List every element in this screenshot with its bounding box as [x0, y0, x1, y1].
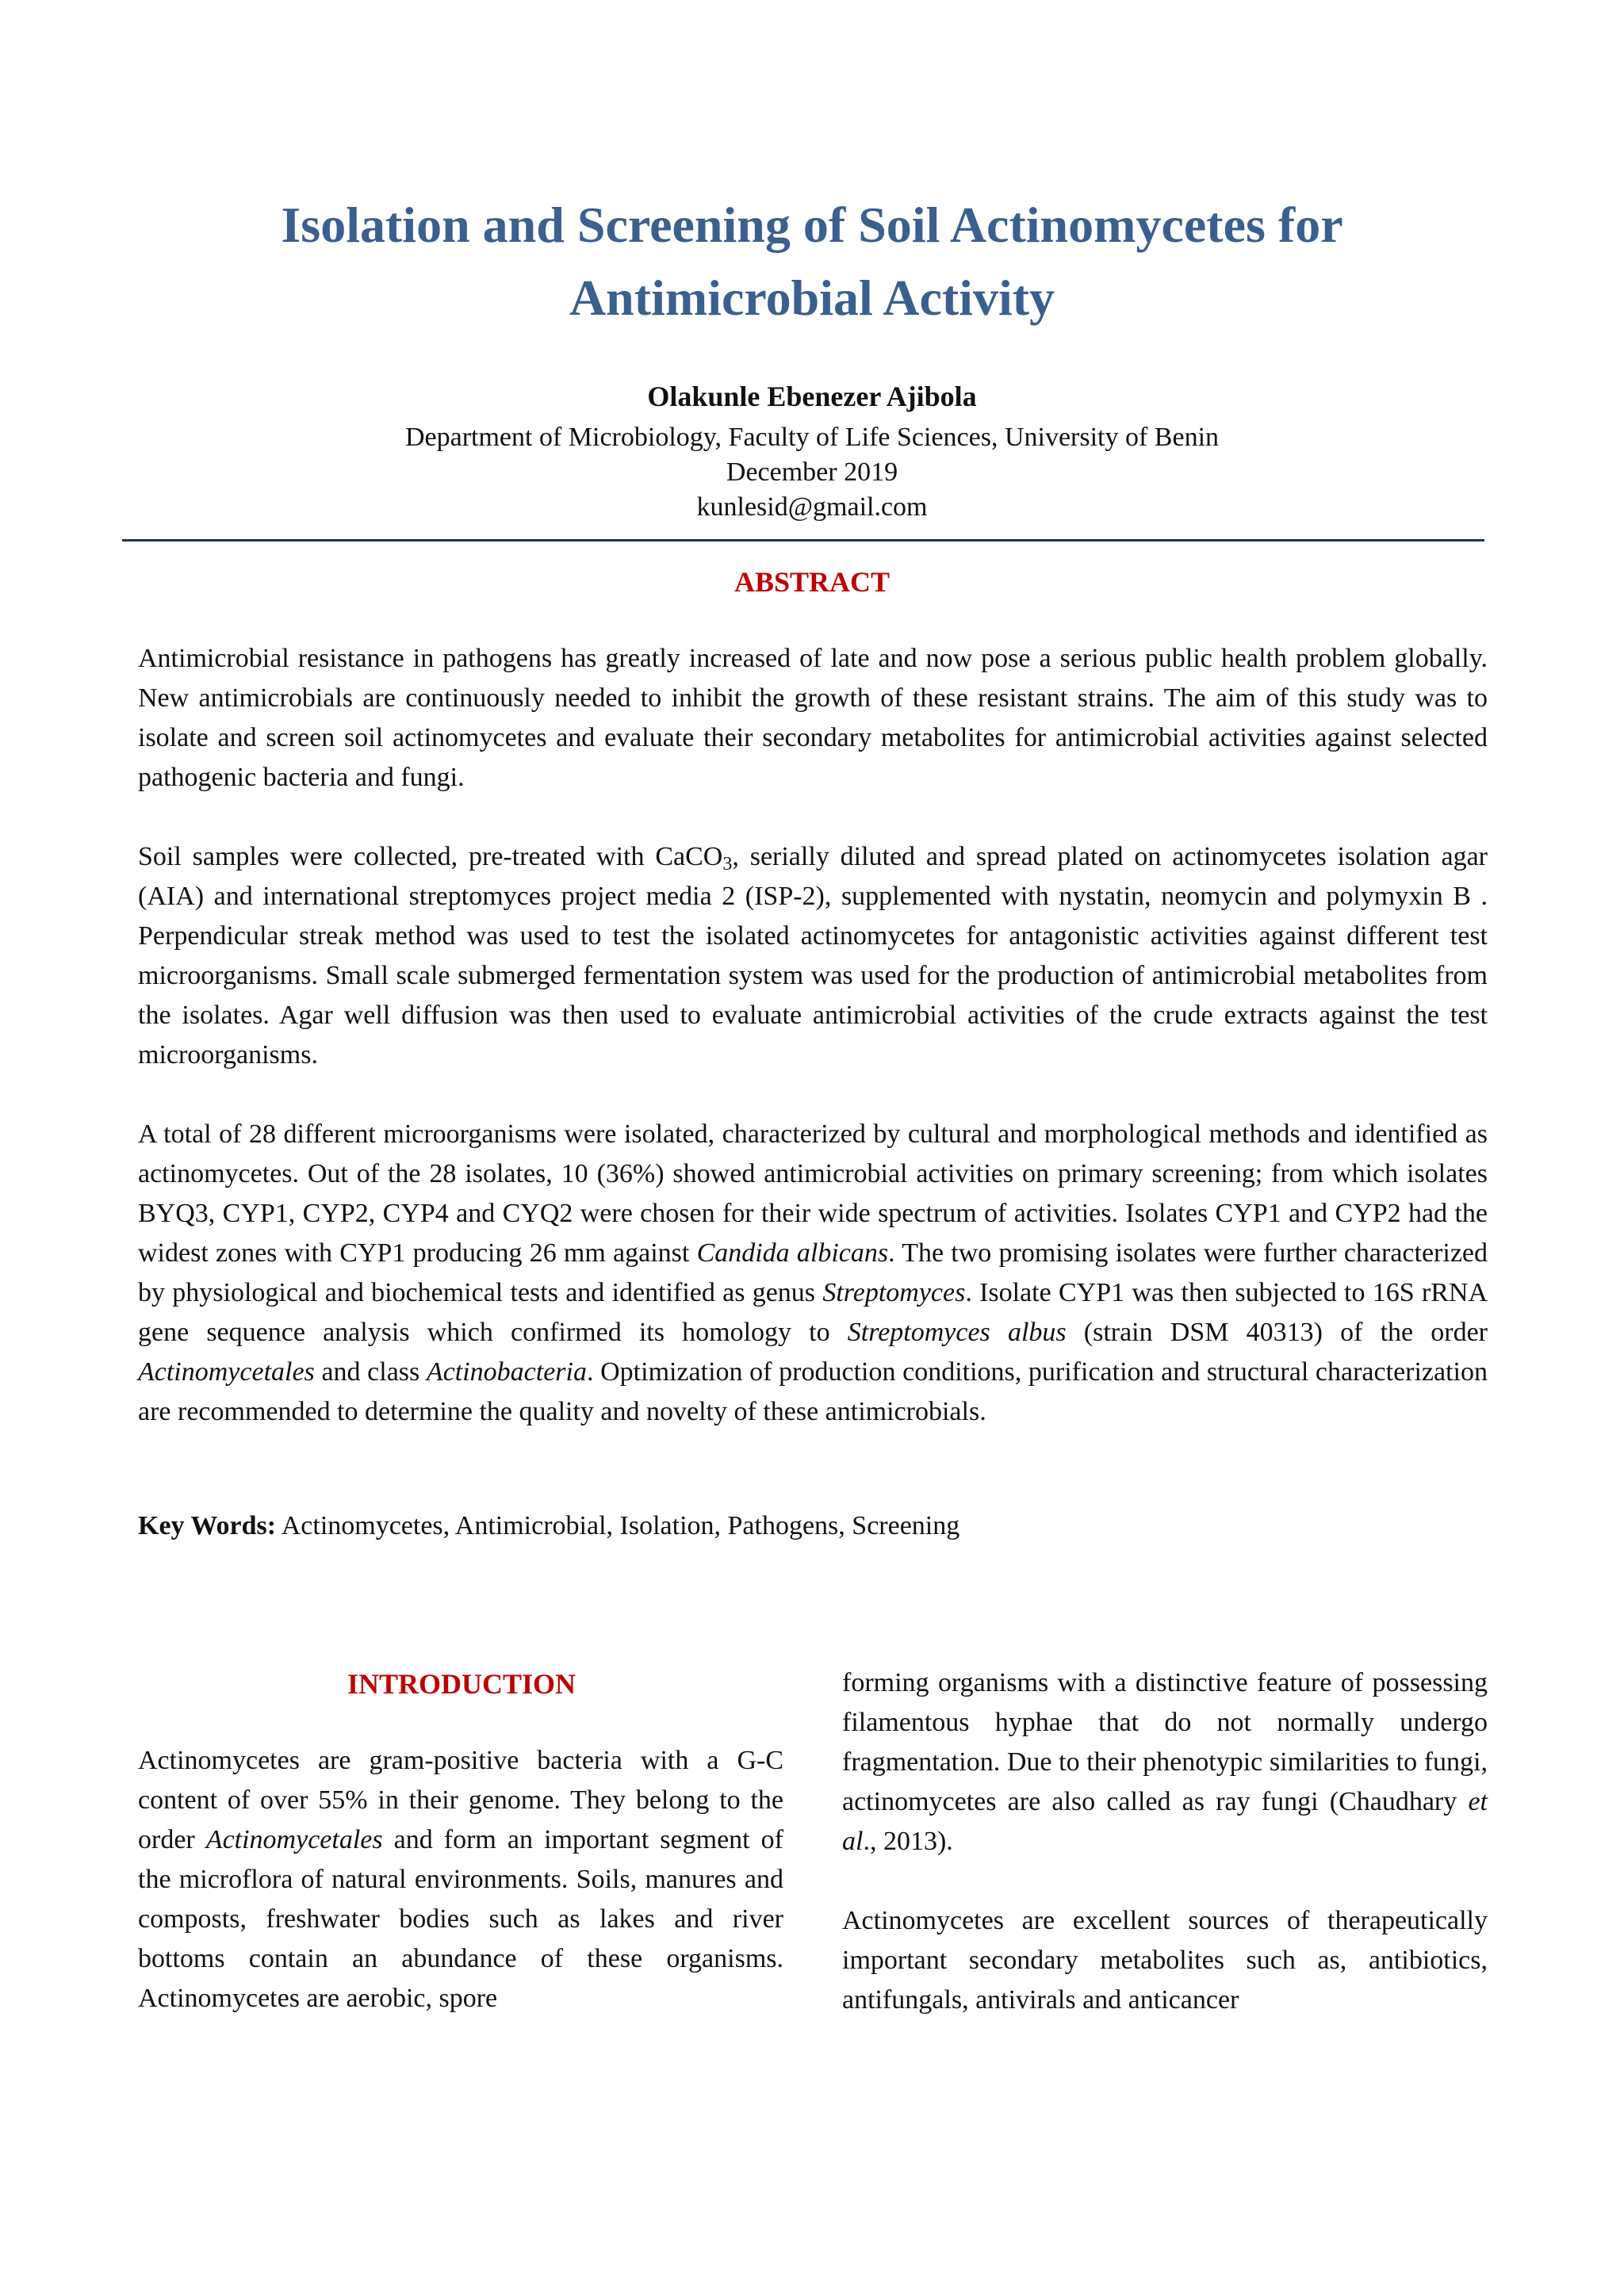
author-email: kunlesid@gmail.com: [696, 492, 928, 522]
order-name: Actinomycetales: [205, 1825, 383, 1854]
paper-title: Isolation and Screening of Soil Actinomycetes for Antimicrobial Activity: [281, 197, 1343, 326]
intro-left-column: [138, 1741, 783, 2058]
class-name: Actinobacteria: [426, 1357, 587, 1387]
citation-etal: et al: [842, 1787, 1488, 1856]
header-divider: [122, 539, 1484, 541]
subscript: 3: [722, 854, 733, 874]
affiliation: Department of Microbiology, Faculty of Life Sciences, University of Benin: [404, 423, 1220, 452]
abstract-paragraph: Antimicrobial resistance in pathogens has greatly increased of late and now pose a serious public health problem globally. New antimicrobials are continuously needed to inhibit the growth of these resistant strains. The aim of this study was to isolate and screen soil actinomycetes and evaluate their secondary metabolites for antimicrobial activities against selected pathogenic bacteria and fungi.: [138, 644, 1488, 792]
intro-paragraph: Actinomycetes are excellent sources of therapeutically important secondary metabolites such as, antibiotics, antifungals, antivirals and anticancer: [842, 1906, 1488, 2015]
keywords-line: [138, 1506, 1488, 1546]
species-name: Streptomyces albus: [847, 1318, 1067, 1347]
author-name: Olakunle Ebenezer Ajibola: [647, 381, 977, 412]
introduction-heading: INTRODUCTION: [347, 1668, 576, 1700]
abstract-paragraph: A total of 28 different microorganisms were isolated, characterized by cultural and morphological methods and identified as actinomycetes. Out of the 28 isolates, 10 (36%) showed antimicrobial activities on primary screening; from which isolates BYQ3, CYP1, CYP2, CYP4 and CYQ2 were chosen for their wide spectrum of activities. Isolates CYP1 and CYP2 had the widest zones with CYP1 producing 26 mm against Candida albicans. The two promising isolates were further characterized by physiological and biochemical tests and identified as genus Streptomyces. Isolate CYP1 was then subjected to 16S rRNA gene sequence analysis which confirmed its homology to Streptomyces albus (strain DSM 40313) of the order Actinomycetales and class Actinobacteria. Optimization of production conditions, purification and structural characterization are recommended to determine the quality and novelty of these antimicrobials.: [138, 1119, 1488, 1426]
author-affiliation-block: [135, 420, 1489, 525]
abstract-body: [138, 639, 1488, 1471]
keywords-list: Actinomycetes, Antimicrobial, Isolation, Pathogens, Screening: [276, 1511, 960, 1540]
species-name: Candida albicans: [696, 1238, 889, 1268]
genus-name: Streptomyces: [822, 1278, 966, 1307]
intro-paragraph: forming organisms with a distinctive feature of possessing filamentous hyphae that do not normally undergo fragmentation. Due to their phenotypic similarities to fungi, actinomycetes are also called as ray fungi (Chaudhary et al., 2013).: [842, 1668, 1488, 1856]
abstract-paragraph: Soil samples were collected, pre-treated with CaCO$_3$, serially diluted and spread plated on actinomycetes isolation agar (AIA) and international streptomyces project media 2 (ISP-2), supplemented with nystatin, neomycin and polymyxin B . Perpendicular streak method was used to test the isolated actinomycetes for antagonistic activities against different test microorganisms. Small scale submerged fermentation system was used for the production of antimicrobial metabolites from the isolates. Agar well diffusion was then used to evaluate antimicrobial activities of the crude extracts against the test microorganisms.: [138, 842, 1488, 1070]
order-name: Actinomycetales: [138, 1357, 315, 1387]
intro-right-column: [842, 1663, 1488, 2060]
abstract-heading: ABSTRACT: [733, 566, 891, 598]
publication-date: December 2019: [726, 457, 898, 487]
keywords-label: Key Words:: [138, 1511, 277, 1540]
intro-paragraph: Actinomycetes are gram-positive bacteria with a G-C content of over 55% in their genome. They belong to the order Actinomycetales and form an important segment of the microflora of natural environments. Soils, manures and composts, freshwater bodies such as lakes and river bottoms contain an abundance of these organisms. Actinomycetes are aerobic, spore: [138, 1746, 783, 2013]
